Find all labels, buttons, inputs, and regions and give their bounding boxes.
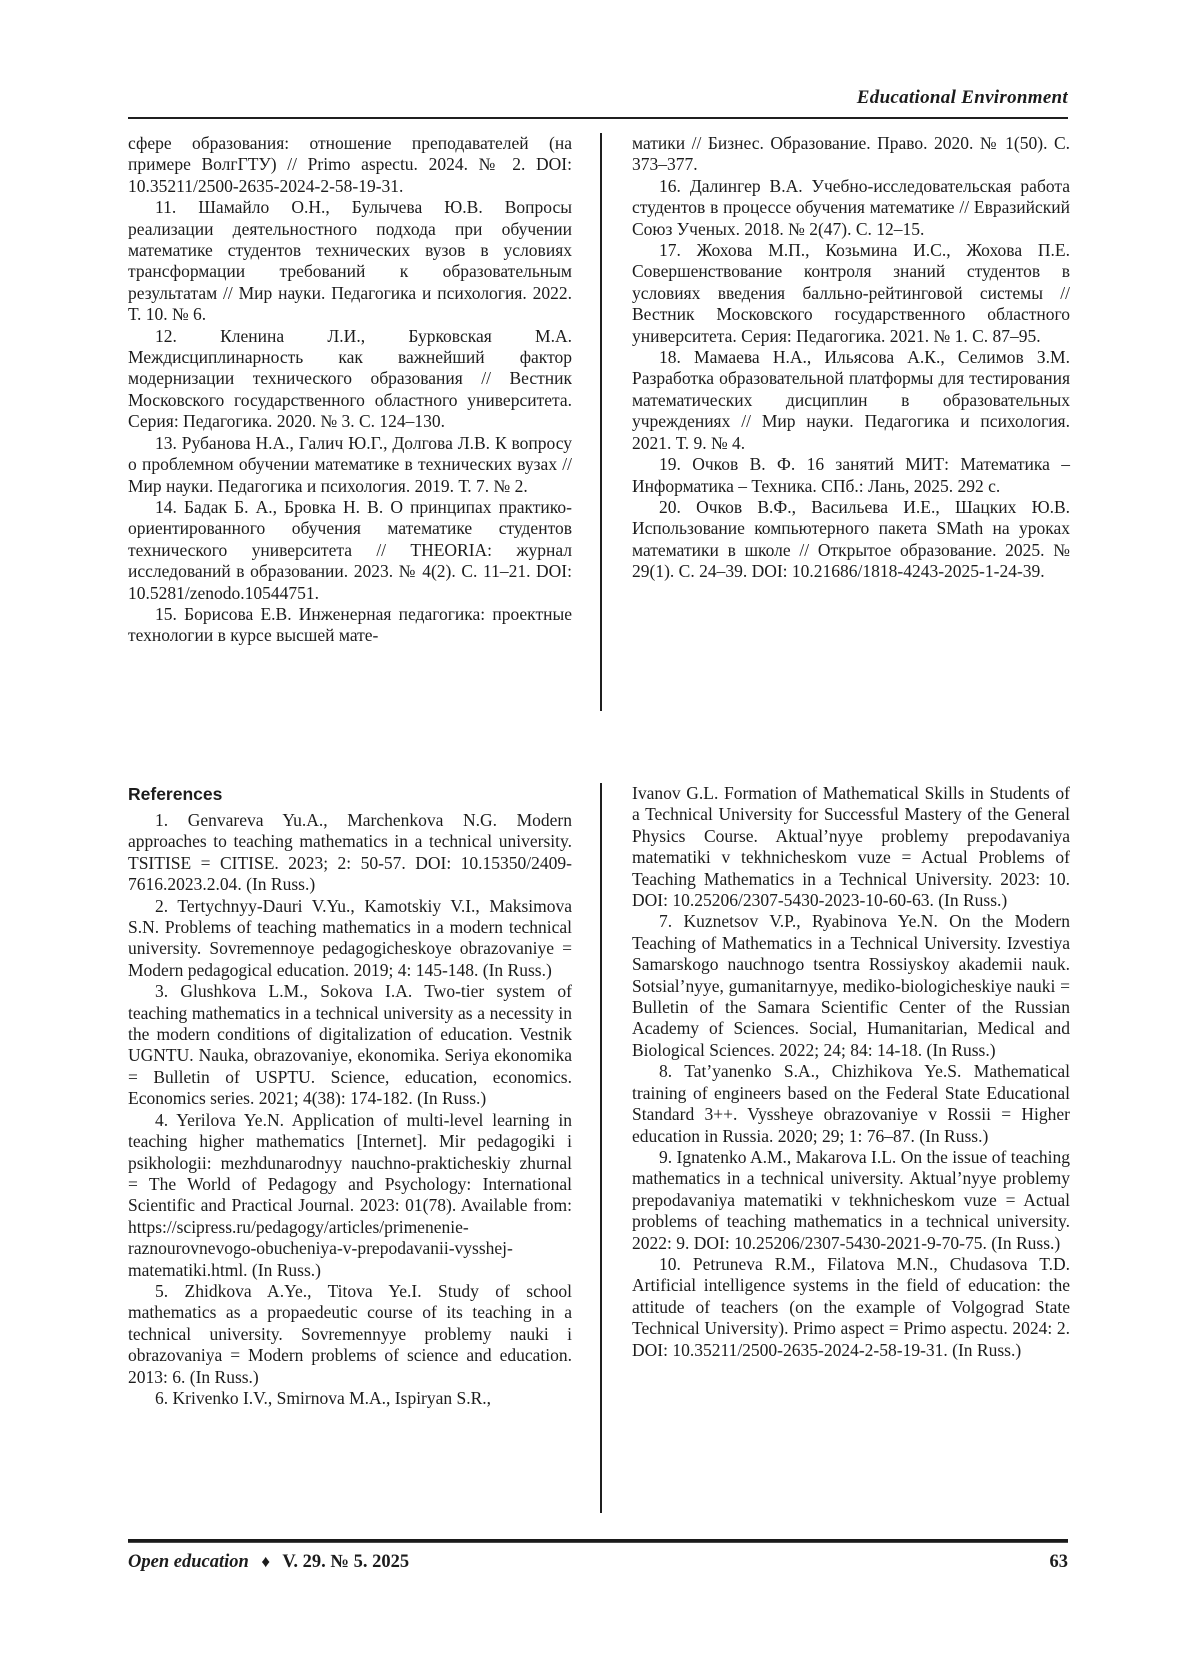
russian-references-section [128, 133, 1068, 711]
page-number: 63 [1049, 1552, 1068, 1572]
reference-item: 1. Genvareva Yu.A., Marchenkova N.G. Modern approaches to teaching mathematics in a technical university. TSITISE = CITISE. 2023; 2: 50-57. DOI: 10.15350/2409-7616.2023.2.04. (In Russ.) [128, 810, 572, 895]
reference-item: 18. Мамаева Н.А., Ильясова А.К., Селимов З.М. Разработка образовательной платформы для тестирования математических дисциплин в образовательных учреждениях // Мир науки. Педагогика и психология. 2021. Т. 9. № 4. [632, 347, 1070, 453]
footer-issue-info: V. 29. № 5. 2025 [282, 1552, 410, 1572]
reference-item: 15. Борисова Е.В. Инженерная педагогика: проектные технологии в курсе высшей мате- [128, 603, 572, 646]
reference-item: сфере образования: отношение преподавателей (на примере ВолгГТУ) // Primo aspectu. 2024. № 2. DOI: 10.35211/2500-2635-2024-2-58-19-31. [128, 133, 572, 196]
english-references-section [128, 783, 1068, 1513]
footer-journal-title: Open education [128, 1552, 249, 1572]
column-divider [600, 783, 602, 1513]
journal-section-header: Educational Environment [856, 87, 1068, 108]
footer-journal-info [128, 1550, 409, 1574]
reference-item: 8. Tat’yanenko S.A., Chizhikova Ye.S. Mathematical training of engineers based on the Federal State Educational Standard 3++. Vyssheye obrazovaniye v Rossii = Higher education in Russia. 2020; 29; 1: 76–87. (In Russ.) [632, 1061, 1070, 1146]
reference-item: матики // Бизнес. Образование. Право. 2020. № 1(50). С. 373–377. [632, 133, 1070, 175]
reference-item: 2. Tertychnyy-Dauri V.Yu., Kamotskiy V.I., Maksimova S.N. Problems of teaching mathematics in a modern technical university. Sovremennoye pedagogicheskoye obrazovaniye = Modern pedagogical education. 2019; 4: 145-148. (In Russ.) [128, 895, 572, 980]
reference-item: 3. Glushkova L.M., Sokova I.A. Two-tier system of teaching mathematics in a technical university as a necessity in the modern conditions of digitalization of education. Vestnik UGNTU. Nauka, obrazovaniye, ekonomika. Seriya ekonomika = Bulletin of USPTU. Science, education, economics. Economics series. 2021; 4(38): 174-182. (In Russ.) [128, 981, 572, 1109]
english-refs-left-items [128, 810, 572, 1409]
english-refs-right-column [632, 783, 1070, 1513]
russian-refs-left-column [128, 133, 572, 711]
reference-item: Ivanov G.L. Formation of Mathematical Skills in Students of a Technical University for Successful Mastery of the General Physics Course. Aktual’nyye problemy prepodavaniya matematiki v tekhnicheskom vuze = Actual Problems of Teaching Mathematics in a Technical University. 2023: 10. DOI: 10.25206/2307-5430-2023-10-60-63. (In Russ.) [632, 783, 1070, 911]
reference-item: 19. Очков В. Ф. 16 занятий МИТ: Математика – Информатика – Техника. СПб.: Лань, 2025. 292 с. [632, 454, 1070, 496]
reference-item: 9. Ignatenko A.M., Makarova I.L. On the issue of teaching mathematics in a technical university. Aktual’nyye problemy prepodavaniya matematiki v tekhnicheskom vuze = Actual problems of teaching mathematics in a technical university. 2022: 9. DOI: 10.25206/2307-5430-2021-9-70-75. (In Russ.) [632, 1146, 1070, 1253]
reference-item: 5. Zhidkova A.Ye., Titova Ye.I. Study of school mathematics as a propaedeutic course of its teaching in a technical university. Sovremennyye problemy nauki i obrazovaniya = Modern problems of science and education. 2013: 6. (In Russ.) [128, 1280, 572, 1387]
reference-item: 11. Шамайло О.Н., Булычева Ю.В. Вопросы реализации деятельностного подхода при обучении математике студентов технических вузов в условиях трансформации требований к образовательным результатам // Мир науки. Педагогика и психология. 2022. Т. 10. № 6. [128, 197, 572, 325]
column-divider [600, 133, 602, 711]
reference-item: 13. Рубанова Н.А., Галич Ю.Г., Долгова Л.В. К вопросу о проблемном обучении математике в технических вузах // Мир науки. Педагогика и психология. 2019. Т. 7. № 2. [128, 432, 572, 496]
references-heading: References [128, 784, 223, 804]
reference-item: 20. Очков В.Ф., Васильева И.Е., Шацких Ю.В. Использование компьютерного пакета SMath на уроках математики в школе // Открытое образование. 2025. № 29(1). С. 24–39. DOI: 10.21686/1818-4243-2025-1-24-39. [632, 496, 1070, 582]
reference-item: 10. Petruneva R.M., Filatova M.N., Chudasova T.D. Artificial intelligence systems in the field of education: the attitude of teachers (on the example of Volgograd State Technical University). Primo aspect = Primo aspectu. 2024: 2. DOI: 10.35211/2500-2635-2024-2-58-19-31. (In Russ.) [632, 1253, 1070, 1360]
reference-item: 17. Жохова М.П., Козьмина И.С., Жохова П.Е. Совершенствование контроля знаний студентов в условиях введения балльно-рейтинговой системы // Вестник Московского государственного областного университета. Серия: Педагогика. 2021. № 1. С. 87–95. [632, 240, 1070, 346]
diamond-icon: ♦ [261, 1552, 271, 1571]
footer-rule [128, 1539, 1068, 1543]
reference-item: 14. Бадак Б. А., Бровка Н. В. О принципах практико-ориентированного обучения математике студентов технического университета // THEORIA: журнал исследований в образовании. 2023. № 4(2). С. 11–21. DOI: 10.5281/zenodo.10544751. [128, 496, 572, 603]
page-footer [128, 1550, 1068, 1574]
english-refs-left-column [128, 783, 572, 1513]
header-rule [128, 117, 1068, 119]
reference-item: 4. Yerilova Ye.N. Application of multi-level learning in teaching higher mathematics [Internet]. Mir pedagogiki i psikhologii: mezhdunarodnyy nauchno-prakticheskiy zhurnal = The World of Pedagogy and Psychology: International Scientific and Practical Journal. 2023: 01(78). Available from: https://scipress.ru/pedagogy/articles/primenenie-raznourovnevogo-obucheniya-v-prepodavanii-vysshej-matematiki.html. (In Russ.) [128, 1109, 572, 1280]
reference-item: 12. Кленина Л.И., Бурковская М.А. Междисциплинарность как важнейший фактор модернизации технического образования // Вестник Московского государственного областного университета. Серия: Педагогика. 2020. № 3. С. 124–130. [128, 325, 572, 432]
russian-refs-right-column [632, 133, 1070, 711]
reference-item: 7. Kuznetsov V.P., Ryabinova Ye.N. On the Modern Teaching of Mathematics in a Technical University. Izvestiya Samarskogo nauchnogo tsentra Rossiyskoy akademii nauk. Sotsial’nyye, gumanitarnyye, mediko-biologicheskiye nauki = Bulletin of the Samara Scientific Center of the Russian Academy of Sciences. Social, Humanitarian, Medical and Biological Sciences. 2022; 24; 84: 14-18. (In Russ.) [632, 911, 1070, 1060]
reference-item: 6. Krivenko I.V., Smirnova M.A., Ispiryan S.R., [155, 1387, 492, 1408]
reference-item: 16. Далингер В.А. Учебно-исследовательская работа студентов в процессе обучения математике // Евразийский Союз Ученых. 2018. № 2(47). С. 12–15. [632, 175, 1070, 239]
